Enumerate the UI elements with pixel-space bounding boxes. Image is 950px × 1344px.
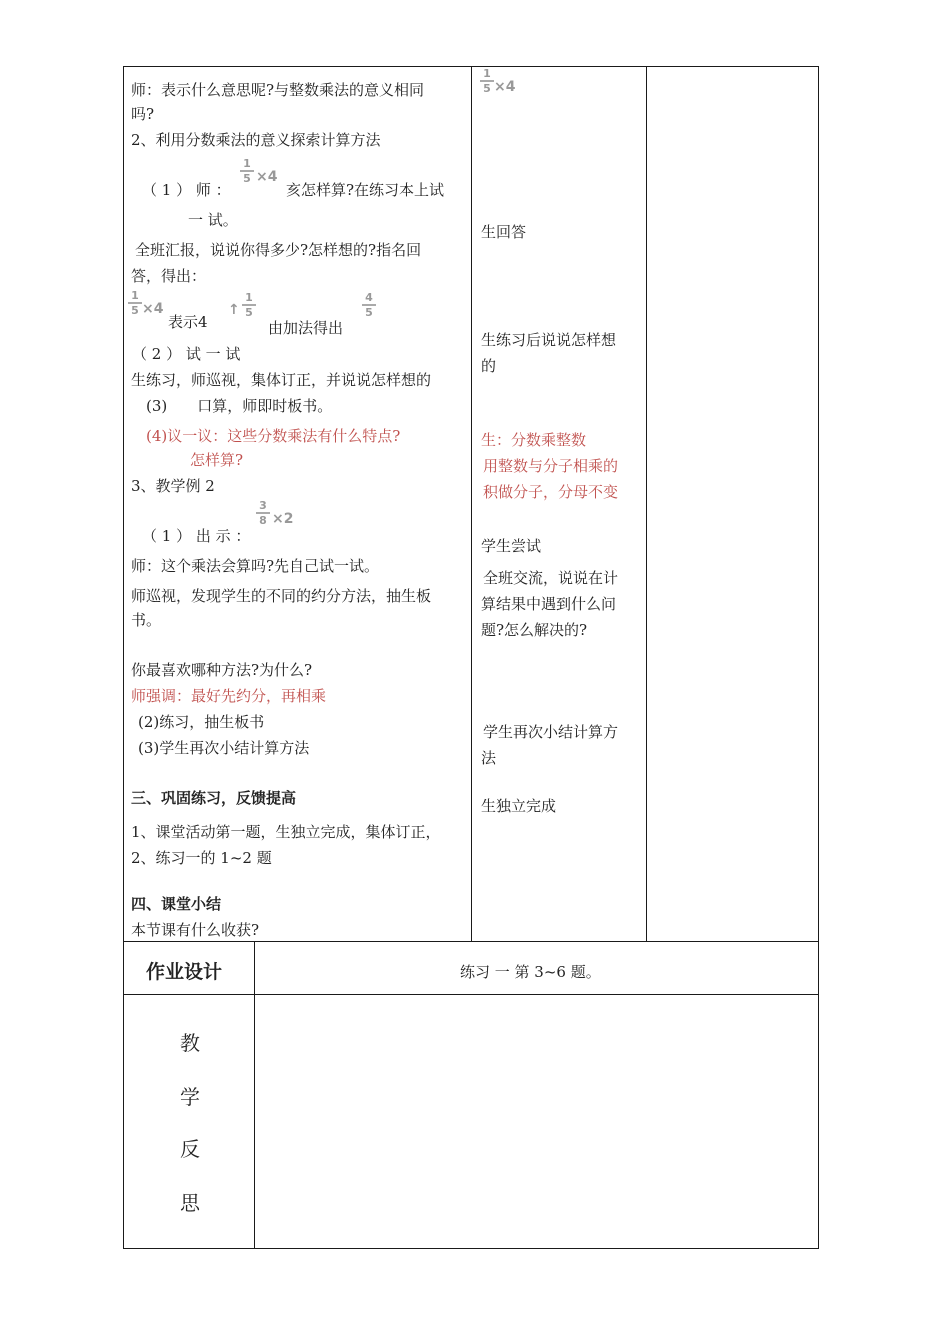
- lesson-line-highlight: 怎样算?: [190, 451, 244, 469]
- lesson-line: 2、练习一的 1~2 题: [131, 849, 272, 867]
- lesson-line: 一 试。: [188, 211, 238, 229]
- lesson-line: 1、课堂活动第一题，生独立完成，集体订正，: [131, 823, 441, 841]
- fraction-formula: [256, 500, 270, 526]
- student-line: 学生尝试: [481, 537, 542, 555]
- col-divider-label: [254, 941, 255, 1249]
- fraction-formula: [480, 68, 494, 94]
- table-left-border: [123, 66, 124, 1249]
- fraction-denominator: 8: [259, 514, 267, 527]
- col-divider-1: [471, 66, 472, 942]
- lesson-line: 师巡视，发现学生的不同的约分方法，抽生板: [131, 587, 432, 605]
- fraction-denominator: 5: [131, 304, 139, 317]
- student-line: 算结果中遇到什么问: [481, 595, 617, 613]
- fraction-numerator: 1: [245, 291, 253, 304]
- fraction-formula: [242, 292, 256, 318]
- row-divider-homework-bottom: [123, 994, 819, 995]
- fraction-formula: [362, 292, 376, 318]
- reflection-char: 学: [180, 1085, 200, 1109]
- section-heading: 三、巩固练习，反馈提高: [131, 789, 297, 807]
- lesson-line: 本节课有什么收获?: [131, 921, 260, 939]
- section-heading: 四、课堂小结: [131, 895, 222, 913]
- lesson-line: 3、教学例 2: [131, 477, 215, 495]
- lesson-line: 吗?: [131, 105, 155, 123]
- row-divider-homework-top: [123, 941, 819, 942]
- student-line: 生练习后说说怎样想: [481, 331, 617, 349]
- multiplier: ×4: [494, 79, 516, 95]
- lesson-line-highlight: (4)议一议：这些分数乘法有什么特点?: [146, 427, 401, 445]
- fraction-formula: [128, 290, 142, 316]
- fraction-numerator: 1: [483, 67, 491, 80]
- multiplier: ×2: [272, 511, 294, 527]
- homework-content: 练习 一 第 3~6 题。: [460, 963, 601, 981]
- lesson-line: 你最喜欢哪种方法?为什么?: [131, 661, 313, 679]
- lesson-line: （ 1 ） 出 示 ：: [142, 527, 251, 545]
- lesson-line: (3)学生再次小结计算方法: [138, 739, 310, 757]
- lesson-line: （ 1 ） 师 ：: [142, 181, 231, 199]
- reflection-char: 教: [180, 1031, 200, 1055]
- arrow-icon: ↑: [228, 302, 240, 318]
- lesson-line: 全班汇报，说说你得多少?怎样想的?指名回: [135, 241, 422, 259]
- lesson-line: (3) 口算，师即时板书。: [146, 397, 333, 415]
- student-line-highlight: 生：分数乘整数: [481, 431, 587, 449]
- fraction-numerator: 1: [131, 289, 139, 302]
- student-line-highlight: 积做分子，分母不变: [483, 483, 619, 501]
- fraction-numerator: 3: [259, 499, 267, 512]
- lesson-line: 2、利用分数乘法的意义探索计算方法: [131, 131, 381, 149]
- fraction-numerator: 4: [365, 291, 373, 304]
- col-divider-2: [646, 66, 647, 942]
- lesson-line: 书。: [131, 611, 162, 629]
- lesson-line: 生练习，师巡视，集体订正，并说说怎样想的: [131, 371, 432, 389]
- fraction-denominator: 5: [483, 82, 491, 95]
- table-bottom-border: [123, 1248, 819, 1249]
- student-line: 学生再次小结计算方: [483, 723, 619, 741]
- fraction-denominator: 5: [245, 306, 253, 319]
- lesson-line: (2)练习，抽生板书: [138, 713, 265, 731]
- fraction-numerator: 1: [243, 157, 251, 170]
- student-line: 全班交流，说说在计: [483, 569, 619, 587]
- lesson-line: （ 2 ） 试 一 试: [132, 345, 241, 363]
- table-right-border: [818, 66, 819, 1249]
- student-line: 题?怎么解决的?: [481, 621, 588, 639]
- student-line: 生独立完成: [481, 797, 557, 815]
- lesson-line-highlight: 师强调：最好先约分，再相乘: [131, 687, 327, 705]
- student-line-highlight: 用整数与分子相乘的: [483, 457, 619, 475]
- student-line: 法: [481, 749, 497, 767]
- lesson-line: 表示4: [168, 313, 208, 331]
- lesson-line: 师：表示什么意思呢?与整数乘法的意义相同: [131, 81, 425, 99]
- multiplier: ×4: [256, 169, 278, 185]
- lesson-line: 师：这个乘法会算吗?先自己试一试。: [131, 557, 380, 575]
- homework-label: 作业设计: [146, 961, 223, 983]
- fraction-denominator: 5: [243, 172, 251, 185]
- lesson-line: 答，得出：: [131, 267, 207, 285]
- multiplier: ×4: [142, 301, 164, 317]
- fraction-denominator: 5: [365, 306, 373, 319]
- reflection-char: 思: [180, 1191, 200, 1215]
- student-line: 的: [481, 357, 497, 375]
- reflection-char: 反: [180, 1137, 200, 1161]
- lesson-line: 由加法得出: [268, 319, 344, 337]
- fraction-formula: [240, 158, 254, 184]
- lesson-line: 亥怎样算?在练习本上试: [286, 181, 445, 199]
- student-line: 生回答: [481, 223, 527, 241]
